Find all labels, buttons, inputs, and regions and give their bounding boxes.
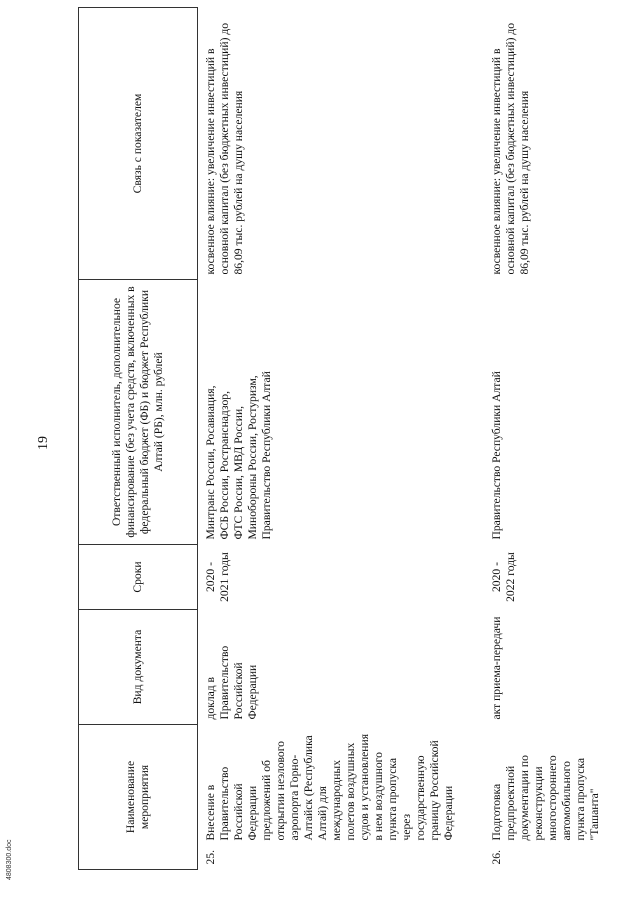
- table-row: [484, 8, 608, 870]
- row-number: 25.: [204, 850, 217, 865]
- row-separator: [462, 8, 484, 870]
- table-row: [198, 8, 463, 870]
- header-executor: Ответственный исполнитель, дополнительное финансирование (без учета средств, включенных в федеральный бюджет (ФБ) и бюджет Республики Алтай (РБ), млн. рублей: [79, 280, 198, 545]
- page-number: 19: [36, 436, 51, 450]
- header-indicator: Связь с показателем: [79, 8, 198, 280]
- header-activity: Наименование мероприятия: [79, 725, 198, 870]
- cell-deadline: 2020 - 2022 годы: [490, 552, 517, 602]
- cell-executor: Правительство Республики Алтай: [490, 371, 503, 540]
- footer-file-code: 4808300.doc: [6, 839, 13, 880]
- cell-executor: Минтранс России, Росавиация, ФСБ России, Ространснадзор, ФТС России, МВД России, Минобороны России, Ростуризм, Правительство Республики Алтай: [204, 371, 273, 540]
- header-deadline: Сроки: [79, 545, 198, 610]
- row-number: 26.: [490, 850, 503, 865]
- cell-doc-type: доклад в Правительство Российской Федерации: [204, 645, 259, 720]
- cell-activity: [198, 725, 463, 870]
- cell-activity: [484, 725, 608, 870]
- table-header-row: [79, 8, 198, 870]
- cell-deadline: 2020 - 2021 годы: [204, 552, 231, 602]
- activity-text: Подготовка предпроектной документации по реконструкции многостороннего автомобильного пункта пропуска "Ташанта": [490, 755, 601, 841]
- cell-indicator: косвенное влияние: увеличение инвестиций в основной капитал (без бюджетных инвестиций) до 86,09 тыс. рублей на душу населения: [204, 22, 245, 275]
- activity-table: [78, 7, 608, 870]
- document-sheet: [6, 8, 601, 880]
- cell-indicator: косвенное влияние: увеличение инвестиций в основной капитал (без бюджетных инвестиций) до 86,09 тыс. рублей на душу населения: [490, 22, 531, 275]
- cell-doc-type: акт приема-передачи: [490, 616, 503, 720]
- activity-text: Внесение в Правительство Российской Федерации предложений об открытии неэлового аэропорта Горно-Алтайск (Республика Алтай) для международных полетов воздушных судов и установления в нем воздушного пункта пропуска через государственную границу Российской Федерации: [204, 733, 455, 841]
- header-doc-type: Вид документа: [79, 610, 198, 725]
